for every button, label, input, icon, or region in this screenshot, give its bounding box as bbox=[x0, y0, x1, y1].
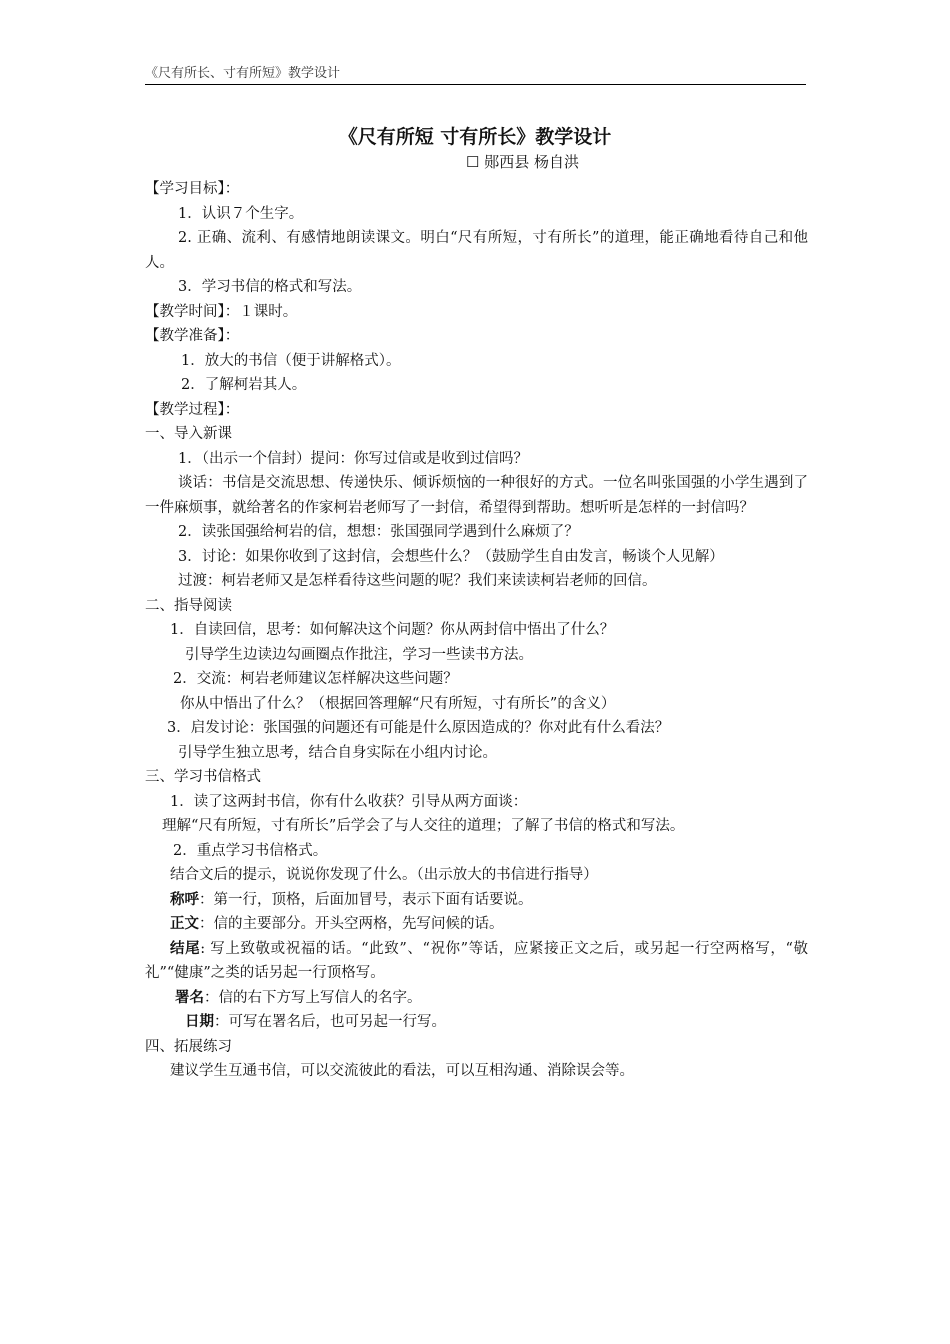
paragraph: 理解“尺有所短，寸有所长”后学会了与人交往的道理；了解了书信的格式和写法。 bbox=[162, 818, 685, 834]
paragraph: 1．放大的书信（便于讲解格式）。 bbox=[181, 352, 401, 369]
format-text: ：第一行，顶格，后面加冒号，表示下面有话要说。 bbox=[199, 891, 533, 908]
document-body bbox=[145, 177, 808, 1084]
paragraph: 2．了解柯岩其人。 bbox=[181, 377, 307, 393]
format-item-date bbox=[145, 1010, 808, 1035]
paragraph: 3．学习书信的格式和写法。 bbox=[178, 279, 362, 295]
paragraph: 1．认识７个生字。 bbox=[178, 205, 304, 222]
section-heading: 【教学时间】：１课时。 bbox=[145, 303, 298, 320]
paragraph: 1．（出示一个信封）提问：你写过信或是收到过信吗？ bbox=[178, 450, 528, 467]
format-label: 日期 bbox=[185, 1013, 214, 1030]
format-label: 正文 bbox=[170, 915, 199, 932]
format-text: ：信的主要部分。开头空两格，先写问候的话。 bbox=[199, 916, 504, 932]
section-heading: 【学习目标】： bbox=[145, 181, 240, 197]
section-heading: 【教学过程】： bbox=[145, 401, 240, 418]
format-label: 结尾 bbox=[170, 939, 201, 957]
section-heading: 【教学准备】： bbox=[145, 328, 240, 344]
format-item-signature bbox=[145, 986, 808, 1011]
format-item-salutation bbox=[145, 888, 808, 913]
paragraph: 1．自读回信，思考：如何解决这个问题？你从两封信中悟出了什么？ bbox=[170, 622, 615, 638]
section-heading: 一、导入新课 bbox=[145, 426, 232, 442]
paragraph: 引导学生边读边勾画圈点作批注，学习一些读书方法。 bbox=[185, 646, 533, 663]
paragraph: 2. 正确、流利、有感情地朗读课文。明白“尺有所短，寸有所长”的道理，能正确地看待自己和他人。 bbox=[145, 230, 808, 271]
running-header: 《尺有所长、寸有所短》教学设计 bbox=[145, 66, 806, 85]
section-heading: 三、学习书信格式 bbox=[145, 769, 261, 785]
paragraph: 2．重点学习书信格式。 bbox=[173, 842, 328, 859]
paragraph: 引导学生独立思考，结合自身实际在小组内讨论。 bbox=[178, 744, 497, 761]
section-heading: 二、指导阅读 bbox=[145, 597, 232, 614]
paragraph: 建议学生互通书信，可以交流彼此的看法，可以互相沟通、消除误会等。 bbox=[170, 1063, 634, 1079]
format-label: 称呼 bbox=[170, 890, 199, 908]
paragraph: 谈话：书信是交流思想、传递快乐、倾诉烦恼的一种很好的方式。一位名叫张国强的小学生遇到了一件麻烦事，就给著名的作家柯岩老师写了一封信，希望得到帮助。想听听是怎样的一封信吗？ bbox=[145, 475, 808, 516]
paragraph: 1．读了这两封书信，你有什么收获？引导从两方面谈： bbox=[170, 793, 528, 810]
section-heading: 四、拓展练习 bbox=[145, 1038, 232, 1055]
paragraph: 2．交流：柯岩老师建议怎样解决这些问题？ bbox=[173, 671, 458, 687]
paragraph: 你从中悟出了什么？（根据回答理解“尺有所短，寸有所长”的含义） bbox=[180, 695, 616, 712]
paragraph: 3．讨论：如果你收到了这封信，会想些什么？（鼓励学生自由发言，畅谈个人见解） bbox=[178, 548, 724, 565]
format-text: ：可写在署名后，也可另起一行写。 bbox=[214, 1014, 446, 1030]
format-text: : 写上致敬或祝福的话。“此致”、“祝你”等话，应紧接正文之后，或另起一行空两格写，“敬礼”“健康”之类的话另起一行顶格写。 bbox=[145, 940, 809, 981]
paragraph: 3．启发讨论：张国强的问题还有可能是什么原因造成的？你对此有什么看法？ bbox=[167, 720, 670, 736]
format-item-body bbox=[145, 912, 808, 937]
format-label: 署名 bbox=[175, 988, 204, 1006]
author-line: ☐ 郧西县 杨自洪 bbox=[466, 153, 579, 171]
paragraph: 2．读张国强给柯岩的信，想想：张国强同学遇到什么麻烦了？ bbox=[178, 524, 579, 540]
document-title: 《尺有所短 寸有所长》教学设计 bbox=[338, 126, 612, 148]
paragraph: 结合文后的提示，说说你发现了什么。（出示放大的书信进行指导） bbox=[170, 867, 598, 883]
format-text: ：信的右下方写上写信人的名字。 bbox=[204, 989, 422, 1006]
paragraph: 过渡：柯岩老师又是怎样看待这些问题的呢？我们来读读柯岩老师的回信。 bbox=[178, 573, 657, 589]
format-item-closing bbox=[145, 937, 808, 986]
